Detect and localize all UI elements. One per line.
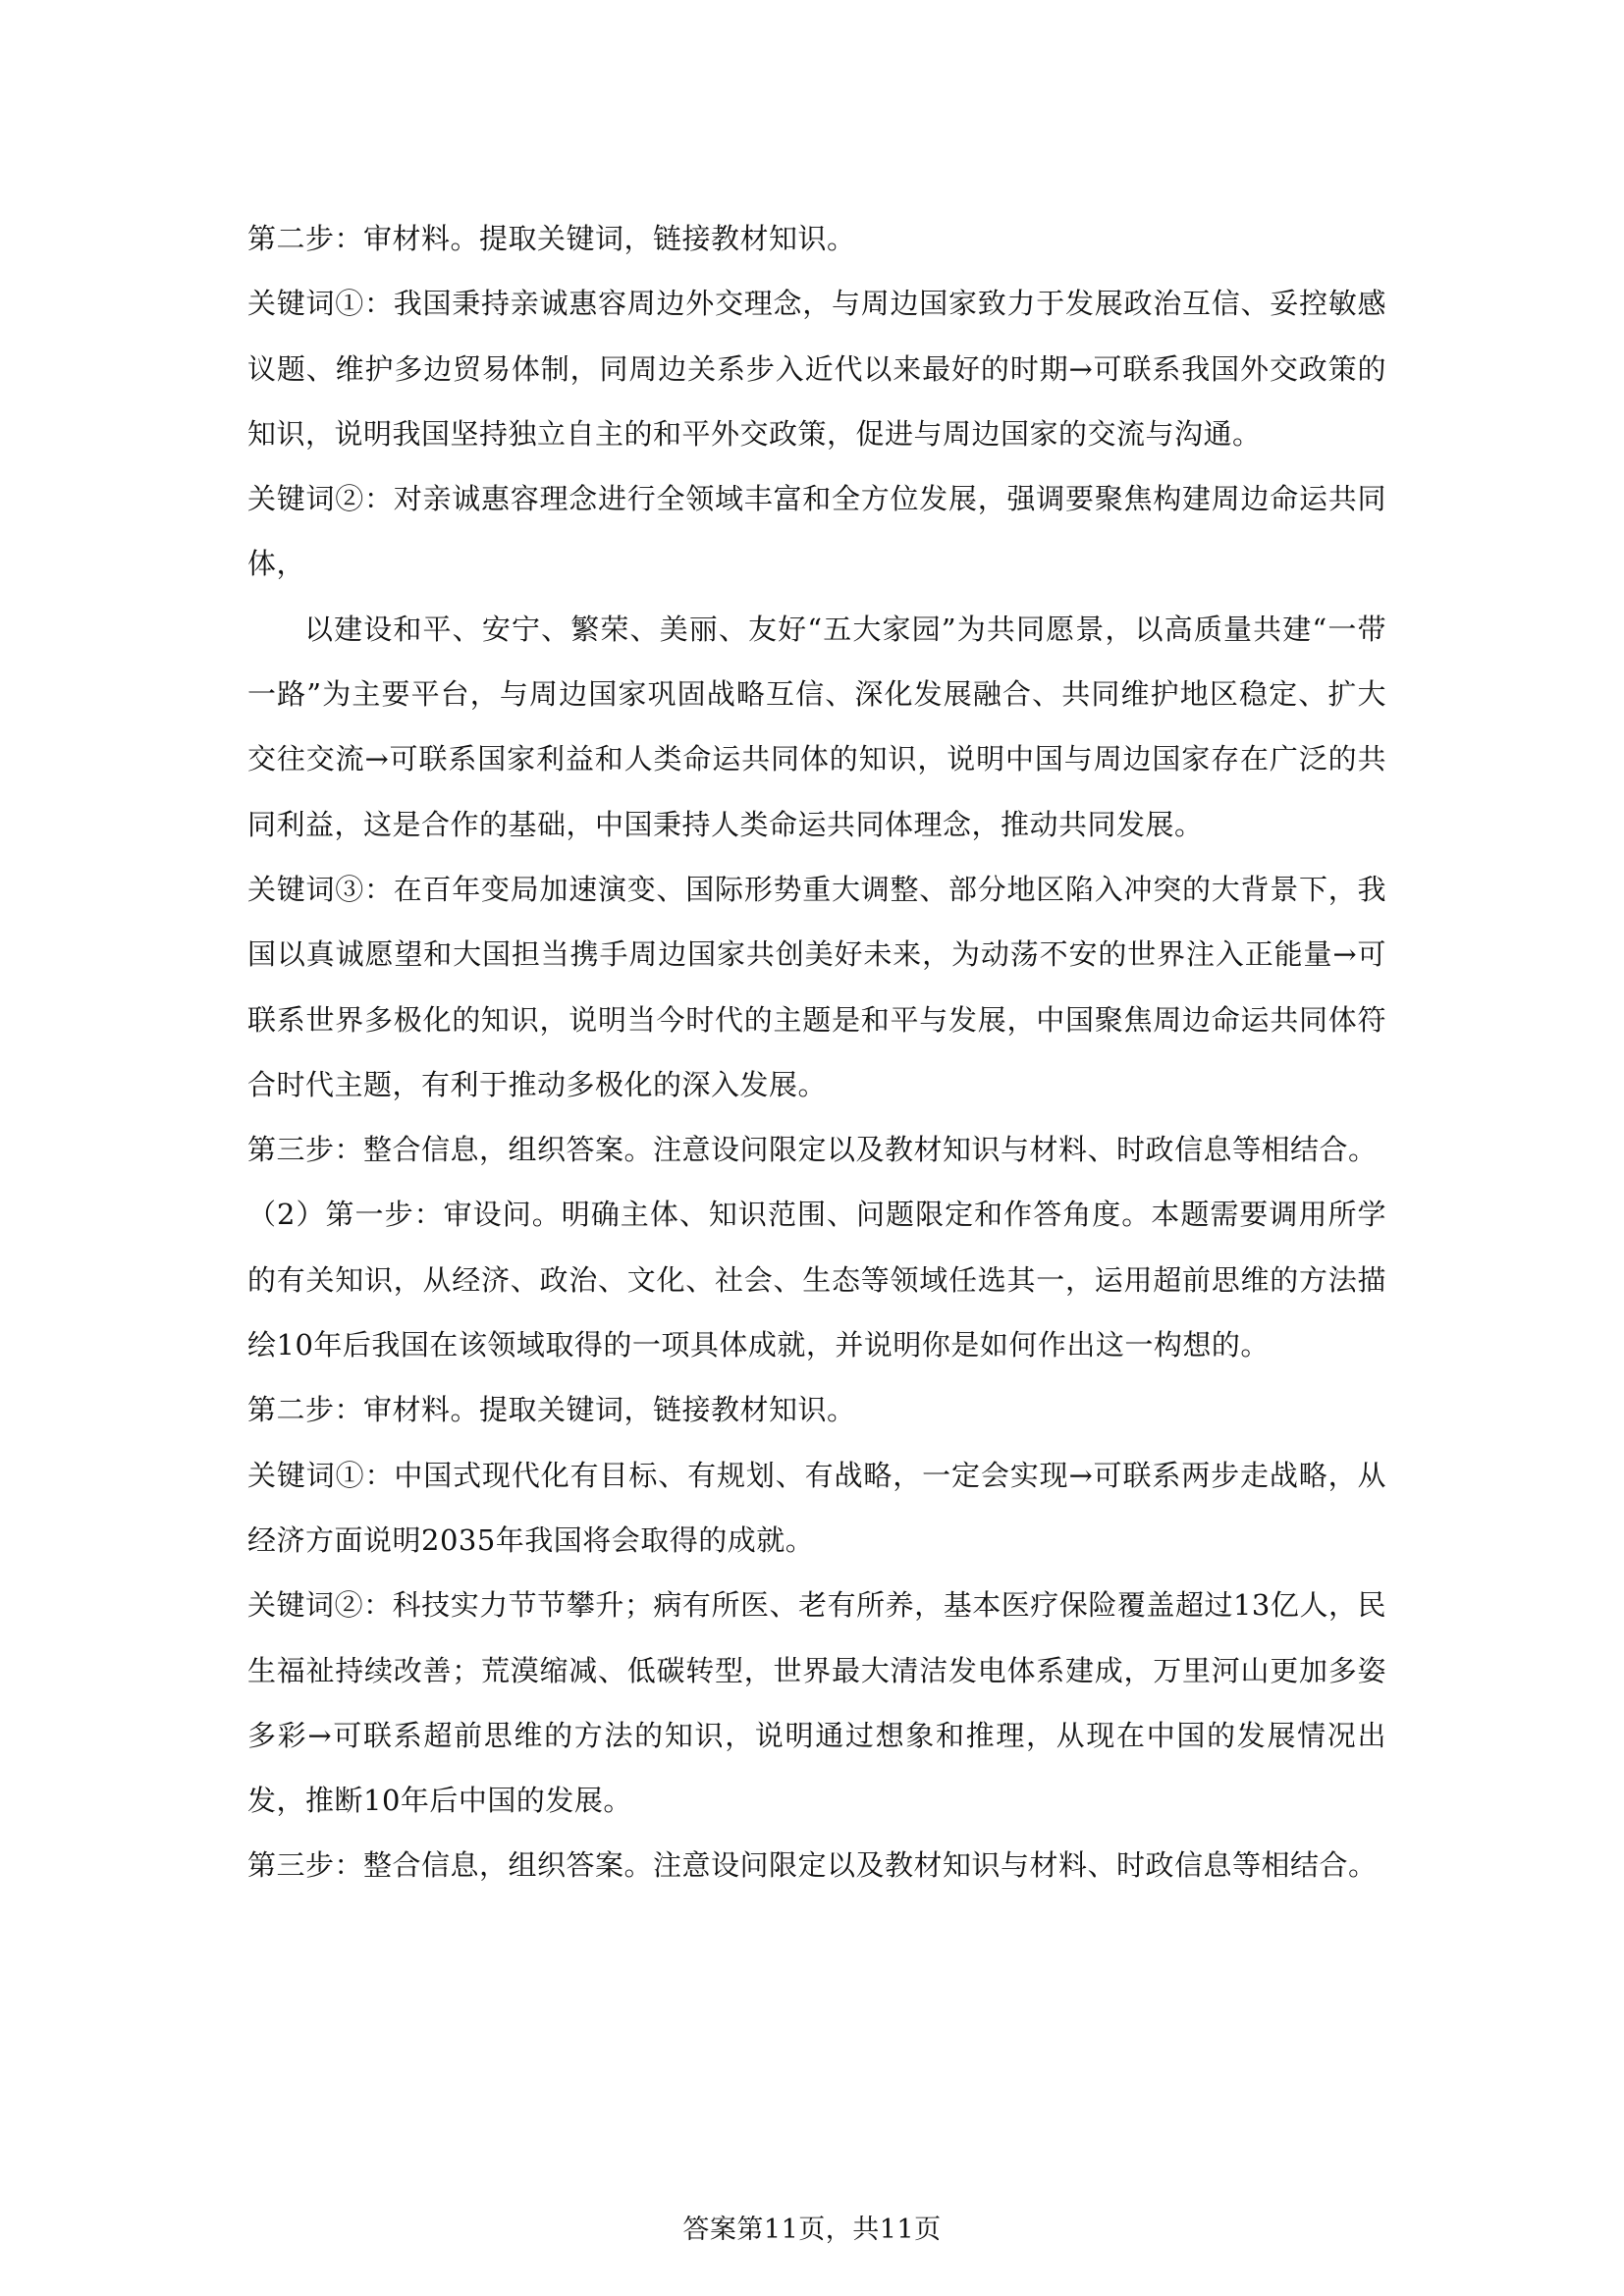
question-2-step-three: 第三步：整合信息，组织答案。注意设问限定以及教材知识与材料、时政信息等相结合。: [247, 1848, 1378, 1883]
keyword-2-continuation: 以建设和平、安宁、繁荣、美丽、友好“五大家园”为共同愿景，以高质量共建“一带一路”为主要平台，与周边国家巩固战略互信、深化发展融合、共同维护地区稳定、扩大交往交流→可联系国家利益和人类命运共同体的知识，说明中国与周边国家存在广泛的共同利益，这是合作的基础，中国秉持人类命运共同体理念，推动共同发展。: [247, 612, 1386, 841]
question-2-keyword-2: 关键词②：科技实力节节攀升；病有所医、老有所养，基本医疗保险覆盖超过13亿人，民生福祉持续改善；荒漠缩减、低碳转型，世界最大清洁发电体系建成，万里河山更加多姿多彩→可联系超前思维的方法的知识，说明通过想象和推理，从现在中国的发展情况出发，推断10年后中国的发展。: [247, 1588, 1386, 1818]
page-footer: 答案第11页，共11页: [682, 2215, 942, 2245]
question-2-keyword-1: 关键词①：中国式现代化有目标、有规划、有战略，一定会实现→可联系两步走战略，从经济方面说明2035年我国将会取得的成就。: [247, 1458, 1386, 1557]
step-two-heading: 第二步：审材料。提取关键词，链接教材知识。: [247, 222, 856, 255]
answer-body: [247, 206, 1386, 1898]
question-2-step-two: 第二步：审材料。提取关键词，链接教材知识。: [247, 1393, 856, 1427]
step-three-paragraph: 第三步：整合信息，组织答案。注意设问限定以及教材知识与材料、时政信息等相结合。: [247, 1133, 1378, 1167]
keyword-1-paragraph: 关键词①：我国秉持亲诚惠容周边外交理念，与周边国家致力于发展政治互信、妥控敏感议题、维护多边贸易体制，同周边关系步入近代以来最好的时期→可联系我国外交政策的知识，说明我国坚持独立自主的和平外交政策，促进与周边国家的交流与沟通。: [247, 287, 1386, 451]
keyword-2-paragraph: 关键词②：对亲诚惠容理念进行全领域丰富和全方位发展，强调要聚焦构建周边命运共同体，: [247, 482, 1386, 581]
question-2-step-one: （2）第一步：审设问。明确主体、知识范围、问题限定和作答角度。本题需要调用所学的有关知识，从经济、政治、文化、社会、生态等领域任选其一，运用超前思维的方法描绘10年后我国在该领域取得的一项具体成就，并说明你是如何作出这一构想的。: [247, 1198, 1386, 1362]
keyword-3-paragraph: 关键词③：在百年变局加速演变、国际形势重大调整、部分地区陷入冲突的大背景下，我国以真诚愿望和大国担当携手周边国家共创美好未来，为动荡不安的世界注入正能量→可联系世界多极化的知识，说明当今时代的主题是和平与发展，中国聚焦周边命运共同体符合时代主题，有利于推动多极化的深入发展。: [247, 872, 1386, 1101]
